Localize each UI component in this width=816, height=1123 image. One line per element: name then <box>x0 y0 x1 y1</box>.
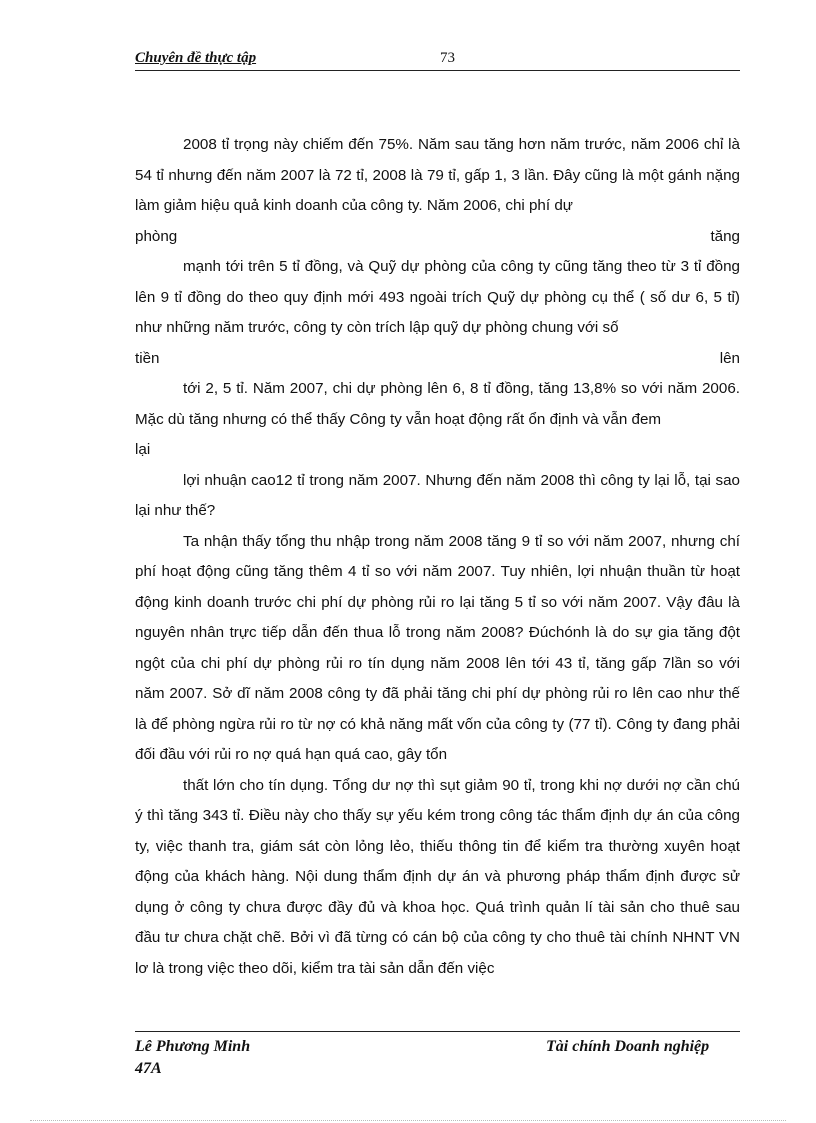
paragraph-4: lợi nhuận cao12 tỉ trong năm 2007. Nhưng đến năm 2008 thì công ty lại lỗ, tại sao lại như thế? <box>135 471 740 519</box>
paragraph-1: 2008 tỉ trọng này chiếm đến 75%. Năm sau tăng hơn năm trước, năm 2006 chỉ là 54 tỉ nhưng đến năm 2007 là 72 tỉ, 2008 là 79 tỉ, gấp 1, 3 lần. Đây cũng là một gánh nặng làm giảm hiệu quả kinh doanh của công ty. Năm 2006, chi phí dự <box>135 136 740 214</box>
paragraph-3-tail: lại <box>135 441 151 458</box>
footer-divider <box>135 1031 740 1032</box>
author-class: 47A <box>135 1060 162 1077</box>
page-header <box>135 50 740 71</box>
paragraph-6: thất lớn cho tín dụng. Tổng dư nợ thì sụt giảm 90 tỉ, trong khi nợ dưới nợ cần chú ý thì tăng 343 tỉ. Điều này cho thấy sự yếu kém trong công tác thẩm định dự án của công ty, việc thanh tra, giám sát còn lỏng lẻo, thiếu thông tin để kiểm tra thường xuyên hoạt động của khách hàng. Nội dung thẩm định dự án và phương pháp thẩm định được sử dụng ở công ty chưa được đầy đủ và khoa học. Quá trình quản lí tài sản cho thuê sau đầu tư chưa chặt chẽ. Bởi vì đã từng có cán bộ của công ty cho thuê tài chính NHNT VN lơ là trong việc theo dõi, kiểm tra tài sản dẫn đến việc <box>135 776 740 977</box>
paragraph-1-last-line <box>135 222 740 253</box>
footer-department: Tài chính Doanh nghiệp <box>546 1038 710 1055</box>
page-number: 73 <box>440 50 455 66</box>
paragraph-5: Ta nhận thấy tổng thu nhập trong năm 2008 tăng 9 tỉ so với năm 2007, nhưng chí phí hoạt động cũng tăng thêm 4 tỉ so với năm 2007. Tuy nhiên, lợi nhuận thuần từ hoạt động kinh doanh trước chi phí dự phòng rủi ro lại tăng 5 tỉ so với năm 2007. Vậy đâu là nguyên nhân trực tiếp dẫn đến thua lỗ trong năm 2008? Đúchónh là do sự gia tăng đột ngột của chi phí dự phòng rủi ro tín dụng năm 2008 lên tới 43 tỉ, tăng gấp 7lần so với năm 2007. Sở dĩ năm 2008 công ty đã phải tăng chi phí dự phòng rủi ro lên cao như thế là để phòng ngừa rủi ro từ nợ có khả năng mất vốn của công ty (77 tỉ). Công ty đang phải đối đầu với rủi ro nợ quá hạn quá cao, gây tổn <box>135 532 740 763</box>
paragraph-3: tới 2, 5 tỉ. Năm 2007, chi dự phòng lên 6, 8 tỉ đồng, tăng 13,8% so với năm 2006. Mặc dù tăng nhưng có thể thấy Công ty vẫn hoạt động rất ổn định và vẫn đem <box>135 380 740 428</box>
line-right-word: tăng <box>710 227 740 245</box>
header-title: Chuyên đề thực tập <box>135 50 257 66</box>
line-left-word: tiền <box>135 349 160 367</box>
page-edge-divider <box>30 1120 786 1121</box>
line-left-word: phòng <box>135 227 178 245</box>
footer-author <box>135 1036 250 1080</box>
body-text <box>135 130 740 984</box>
paragraph-2-last-line <box>135 344 740 375</box>
line-right-word: lên <box>719 349 740 367</box>
author-name: Lê Phương Minh <box>135 1038 251 1055</box>
paragraph-2: mạnh tới trên 5 tỉ đồng, và Quỹ dự phòng của công ty cũng tăng theo từ 3 tỉ đồng lên 9 tỉ đồng do theo quy định mới 493 ngoài trích Quỹ dự phòng cụ thể ( số dư 6, 5 tỉ) như những năm trước, công ty còn trích lập quỹ dự phòng chung với số <box>135 258 740 336</box>
